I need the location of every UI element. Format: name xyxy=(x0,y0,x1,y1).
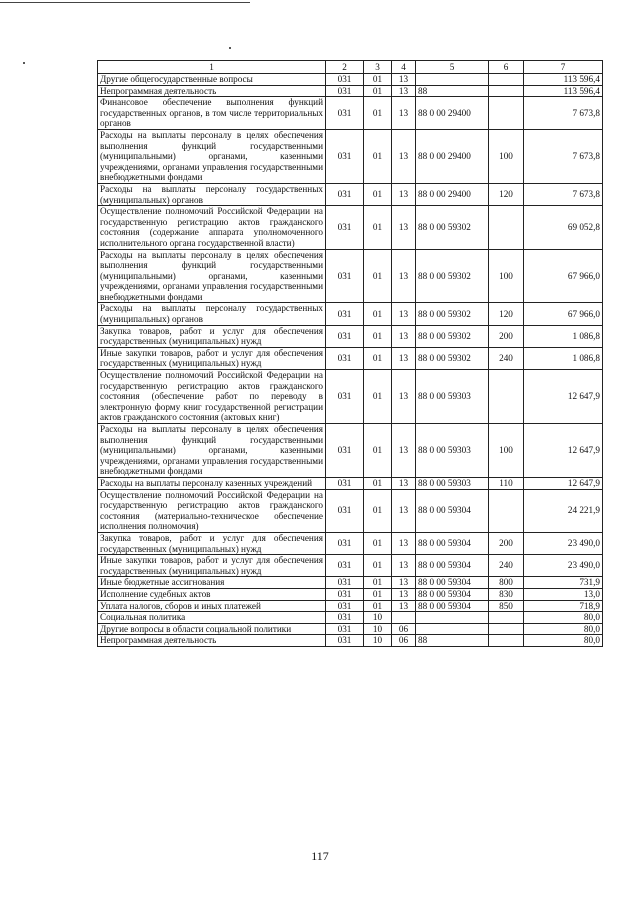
table-row xyxy=(98,489,603,532)
table-row xyxy=(98,97,603,130)
admin-code-cell: 031 xyxy=(326,303,364,325)
row-name-cell: Осуществление полномочий Российской Федерации на государственную регистрацию актов гражданского состояния (содержание аппарата уполномоченного исполнительного органа государственной власти) xyxy=(98,206,326,249)
section-cell: 10 xyxy=(364,623,392,635)
amount-cell: 80,0 xyxy=(524,623,603,635)
row-name-cell: Финансовое обеспечение выполнения функций государственных органов, в том числе территориальных органов xyxy=(98,97,326,130)
expense-type-cell xyxy=(489,612,524,624)
admin-code-cell: 031 xyxy=(326,206,364,249)
amount-cell: 113 596,4 xyxy=(524,74,603,86)
row-name-cell: Расходы на выплаты персоналу в целях обеспечения выполнения функций государственными (муниципальными) органами, казенными учреждениями, органами управления государственными внебюджетными фондами xyxy=(98,424,326,478)
section-cell: 01 xyxy=(364,249,392,303)
subsection-cell: 13 xyxy=(392,325,416,347)
admin-code-cell: 031 xyxy=(326,612,364,624)
section-cell: 01 xyxy=(364,303,392,325)
section-cell: 01 xyxy=(364,206,392,249)
expense-type-cell: 240 xyxy=(489,555,524,577)
section-cell: 01 xyxy=(364,325,392,347)
target-article-cell: 88 0 00 59304 xyxy=(416,577,489,589)
row-name-cell: Иные закупки товаров, работ и услуг для обеспечения государственных (муниципальных) нужд xyxy=(98,347,326,369)
subsection-cell: 06 xyxy=(392,623,416,635)
admin-code-cell: 031 xyxy=(326,600,364,612)
expense-type-cell xyxy=(489,370,524,424)
table-row xyxy=(98,129,603,183)
expense-type-cell: 100 xyxy=(489,129,524,183)
subsection-cell: 13 xyxy=(392,183,416,205)
section-cell: 01 xyxy=(364,477,392,489)
section-cell: 01 xyxy=(364,74,392,86)
expense-type-cell: 110 xyxy=(489,477,524,489)
admin-code-cell: 031 xyxy=(326,577,364,589)
subsection-cell: 13 xyxy=(392,489,416,532)
expense-type-cell: 240 xyxy=(489,347,524,369)
table-row xyxy=(98,532,603,554)
table-row xyxy=(98,635,603,647)
row-name-cell: Осуществление полномочий Российской Федерации на государственную регистрацию актов гражданского состояния (материально-техническое обеспечение исполнения полномочия) xyxy=(98,489,326,532)
subsection-cell xyxy=(392,612,416,624)
amount-cell: 731,9 xyxy=(524,577,603,589)
target-article-cell: 88 0 00 59304 xyxy=(416,588,489,600)
expense-type-cell: 850 xyxy=(489,600,524,612)
subsection-cell: 13 xyxy=(392,532,416,554)
expense-type-cell: 100 xyxy=(489,424,524,478)
section-cell: 01 xyxy=(364,347,392,369)
row-name-cell: Другие общегосударственные вопросы xyxy=(98,74,326,86)
subsection-cell: 13 xyxy=(392,370,416,424)
target-article-cell xyxy=(416,74,489,86)
admin-code-cell: 031 xyxy=(326,97,364,130)
amount-cell: 12 647,9 xyxy=(524,477,603,489)
admin-code-cell: 031 xyxy=(326,555,364,577)
target-article-cell: 88 0 00 59304 xyxy=(416,600,489,612)
amount-cell: 23 490,0 xyxy=(524,532,603,554)
row-name-cell: Непрограммная деятельность xyxy=(98,85,326,97)
target-article-cell: 88 xyxy=(416,85,489,97)
target-article-cell: 88 0 00 59304 xyxy=(416,555,489,577)
admin-code-cell: 031 xyxy=(326,129,364,183)
top-rule xyxy=(0,2,250,3)
column-header: 5 xyxy=(416,61,489,74)
table-row xyxy=(98,325,603,347)
section-cell: 01 xyxy=(364,85,392,97)
row-name-cell: Другие вопросы в области социальной политики xyxy=(98,623,326,635)
row-name-cell: Иные бюджетные ассигнования xyxy=(98,577,326,589)
table-row xyxy=(98,85,603,97)
amount-cell: 1 086,8 xyxy=(524,325,603,347)
table-header-row xyxy=(98,61,603,74)
target-article-cell xyxy=(416,623,489,635)
admin-code-cell: 031 xyxy=(326,477,364,489)
expense-type-cell: 120 xyxy=(489,183,524,205)
section-cell: 01 xyxy=(364,97,392,130)
amount-cell: 67 966,0 xyxy=(524,303,603,325)
expense-type-cell: 200 xyxy=(489,532,524,554)
page-number: 117 xyxy=(311,849,329,863)
target-article-cell xyxy=(416,612,489,624)
target-article-cell: 88 0 00 59302 xyxy=(416,249,489,303)
expense-type-cell: 100 xyxy=(489,249,524,303)
subsection-cell: 13 xyxy=(392,129,416,183)
amount-cell: 13,0 xyxy=(524,588,603,600)
section-cell: 10 xyxy=(364,635,392,647)
subsection-cell: 13 xyxy=(392,74,416,86)
table-row xyxy=(98,623,603,635)
subsection-cell: 13 xyxy=(392,477,416,489)
amount-cell: 12 647,9 xyxy=(524,370,603,424)
amount-cell: 67 966,0 xyxy=(524,249,603,303)
admin-code-cell: 031 xyxy=(326,635,364,647)
subsection-cell: 13 xyxy=(392,303,416,325)
table-row xyxy=(98,303,603,325)
column-header: 1 xyxy=(98,61,326,74)
admin-code-cell: 031 xyxy=(326,74,364,86)
target-article-cell: 88 0 00 59304 xyxy=(416,532,489,554)
section-cell: 01 xyxy=(364,129,392,183)
target-article-cell: 88 0 00 29400 xyxy=(416,183,489,205)
admin-code-cell: 031 xyxy=(326,623,364,635)
expense-type-cell xyxy=(489,85,524,97)
section-cell: 01 xyxy=(364,424,392,478)
table-row xyxy=(98,424,603,478)
expense-type-cell: 800 xyxy=(489,577,524,589)
row-name-cell: Уплата налогов, сборов и иных платежей xyxy=(98,600,326,612)
section-cell: 01 xyxy=(364,370,392,424)
admin-code-cell: 031 xyxy=(326,347,364,369)
row-name-cell: Иные закупки товаров, работ и услуг для обеспечения государственных (муниципальных) нужд xyxy=(98,555,326,577)
target-article-cell: 88 0 00 59302 xyxy=(416,325,489,347)
amount-cell: 7 673,8 xyxy=(524,183,603,205)
row-name-cell: Социальная политика xyxy=(98,612,326,624)
subsection-cell: 13 xyxy=(392,577,416,589)
table-row xyxy=(98,370,603,424)
column-header: 6 xyxy=(489,61,524,74)
section-cell: 01 xyxy=(364,577,392,589)
section-cell: 01 xyxy=(364,183,392,205)
admin-code-cell: 031 xyxy=(326,588,364,600)
target-article-cell: 88 0 00 59302 xyxy=(416,303,489,325)
amount-cell: 12 647,9 xyxy=(524,424,603,478)
budget-table xyxy=(97,60,603,647)
expense-type-cell: 200 xyxy=(489,325,524,347)
admin-code-cell: 031 xyxy=(326,183,364,205)
table-row xyxy=(98,347,603,369)
row-name-cell: Расходы на выплаты персоналу государственных (муниципальных) органов xyxy=(98,183,326,205)
column-header: 3 xyxy=(364,61,392,74)
section-cell: 01 xyxy=(364,588,392,600)
target-article-cell: 88 0 00 29400 xyxy=(416,97,489,130)
expense-type-cell xyxy=(489,489,524,532)
row-name-cell: Исполнение судебных актов xyxy=(98,588,326,600)
target-article-cell: 88 0 00 59302 xyxy=(416,347,489,369)
subsection-cell: 13 xyxy=(392,424,416,478)
expense-type-cell: 830 xyxy=(489,588,524,600)
table-row xyxy=(98,183,603,205)
admin-code-cell: 031 xyxy=(326,325,364,347)
subsection-cell: 06 xyxy=(392,635,416,647)
table-row xyxy=(98,588,603,600)
admin-code-cell: 031 xyxy=(326,424,364,478)
target-article-cell: 88 0 00 29400 xyxy=(416,129,489,183)
section-cell: 01 xyxy=(364,532,392,554)
subsection-cell: 13 xyxy=(392,85,416,97)
row-name-cell: Непрограммная деятельность xyxy=(98,635,326,647)
amount-cell: 69 052,8 xyxy=(524,206,603,249)
admin-code-cell: 031 xyxy=(326,532,364,554)
table-row xyxy=(98,612,603,624)
amount-cell: 7 673,8 xyxy=(524,97,603,130)
admin-code-cell: 031 xyxy=(326,370,364,424)
expense-type-cell: 120 xyxy=(489,303,524,325)
section-cell: 01 xyxy=(364,555,392,577)
table-row xyxy=(98,249,603,303)
row-name-cell: Расходы на выплаты персоналу в целях обеспечения выполнения функций государственными (муниципальными) органами, казенными учреждениями, органами управления государственными внебюджетными фондами xyxy=(98,129,326,183)
table-row xyxy=(98,206,603,249)
row-name-cell: Расходы на выплаты персоналу казенных учреждений xyxy=(98,477,326,489)
subsection-cell: 13 xyxy=(392,555,416,577)
subsection-cell: 13 xyxy=(392,206,416,249)
scan-speck xyxy=(23,62,25,64)
amount-cell: 1 086,8 xyxy=(524,347,603,369)
section-cell: 01 xyxy=(364,600,392,612)
target-article-cell: 88 0 00 59304 xyxy=(416,489,489,532)
amount-cell: 80,0 xyxy=(524,612,603,624)
column-header: 7 xyxy=(524,61,603,74)
row-name-cell: Расходы на выплаты персоналу государственных (муниципальных) органов xyxy=(98,303,326,325)
table-row xyxy=(98,577,603,589)
section-cell: 10 xyxy=(364,612,392,624)
subsection-cell: 13 xyxy=(392,600,416,612)
target-article-cell: 88 0 00 59303 xyxy=(416,370,489,424)
admin-code-cell: 031 xyxy=(326,85,364,97)
subsection-cell: 13 xyxy=(392,97,416,130)
table-row xyxy=(98,74,603,86)
subsection-cell: 13 xyxy=(392,347,416,369)
amount-cell: 24 221,9 xyxy=(524,489,603,532)
table-row xyxy=(98,555,603,577)
expense-type-cell xyxy=(489,97,524,130)
admin-code-cell: 031 xyxy=(326,489,364,532)
row-name-cell: Закупка товаров, работ и услуг для обеспечения государственных (муниципальных) нужд xyxy=(98,532,326,554)
column-header: 2 xyxy=(326,61,364,74)
target-article-cell: 88 0 00 59303 xyxy=(416,424,489,478)
subsection-cell: 13 xyxy=(392,249,416,303)
amount-cell: 113 596,4 xyxy=(524,85,603,97)
target-article-cell: 88 xyxy=(416,635,489,647)
expense-type-cell xyxy=(489,635,524,647)
expense-type-cell xyxy=(489,74,524,86)
scan-speck xyxy=(229,47,231,49)
table-row xyxy=(98,600,603,612)
subsection-cell: 13 xyxy=(392,588,416,600)
expense-type-cell xyxy=(489,206,524,249)
expense-type-cell xyxy=(489,623,524,635)
amount-cell: 7 673,8 xyxy=(524,129,603,183)
admin-code-cell: 031 xyxy=(326,249,364,303)
amount-cell: 23 490,0 xyxy=(524,555,603,577)
target-article-cell: 88 0 00 59302 xyxy=(416,206,489,249)
section-cell: 01 xyxy=(364,489,392,532)
column-header: 4 xyxy=(392,61,416,74)
row-name-cell: Закупка товаров, работ и услуг для обеспечения государственных (муниципальных) нужд xyxy=(98,325,326,347)
row-name-cell: Осуществление полномочий Российской Федерации на государственную регистрацию актов гражданского состояния (обеспечение работ по переводу в электронную форму книг государственной регистрации актов гражданского состояния (актовых книг) xyxy=(98,370,326,424)
target-article-cell: 88 0 00 59303 xyxy=(416,477,489,489)
row-name-cell: Расходы на выплаты персоналу в целях обеспечения выполнения функций государственными (муниципальными) органами, казенными учреждениями, органами управления государственными внебюджетными фондами xyxy=(98,249,326,303)
amount-cell: 718,9 xyxy=(524,600,603,612)
table-row xyxy=(98,477,603,489)
amount-cell: 80,0 xyxy=(524,635,603,647)
